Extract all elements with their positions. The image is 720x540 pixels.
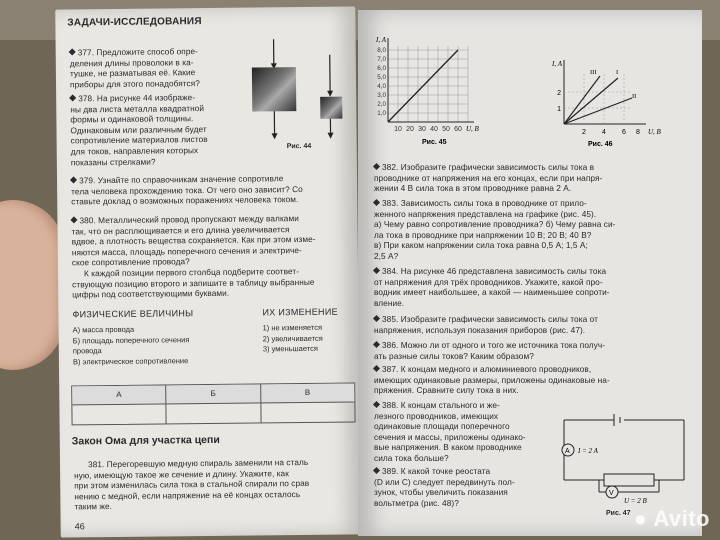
- arrow-head: [328, 133, 334, 139]
- text-line: ать разные силы токов? Каким образом?: [374, 350, 534, 361]
- ammeter-reading: I = 2 A: [578, 447, 598, 455]
- y-tick: 1,0: [377, 110, 386, 117]
- x-tick: 50: [442, 126, 450, 133]
- text-line: пряжения. Сравните силу тока в них.: [374, 385, 519, 396]
- text-line: 386. Можно ли от одного и того же источника тока получ-: [382, 340, 606, 350]
- text-line: ную, имеющую такое же сечение и длину. Укажите, как: [74, 467, 289, 481]
- x-tick: 40: [430, 126, 438, 133]
- problem-381: [74, 456, 357, 512]
- table-header-a: А: [72, 385, 167, 404]
- text-line: проводнике от напряжения на его концах, если при напря-: [374, 172, 603, 183]
- problem-378: [70, 91, 267, 167]
- text-line: сопротивление материалов листов: [70, 134, 208, 146]
- line-i: [564, 78, 618, 124]
- text-line: приборы для этого понадобятся?: [69, 77, 200, 90]
- x-tick: 8: [636, 129, 640, 136]
- x-axis-label: U, B: [466, 125, 479, 133]
- list-item: 1) не изменяется: [262, 322, 323, 333]
- problem-377: [70, 45, 266, 89]
- text-line: 382. Изобразите графически зависимость силы тока в: [382, 162, 595, 172]
- figure-47-caption: Рис. 47: [606, 510, 631, 517]
- text-line: жении 4 В сила тока в этом проводнике равна 2 А.: [374, 183, 572, 194]
- text-line: 378. На рисунке 44 изображе-: [78, 92, 196, 104]
- problem-384: [374, 266, 692, 308]
- y-tick: 2,0: [377, 101, 386, 108]
- page-header: ЗАДАЧИ-ИССЛЕДОВАНИЯ: [67, 16, 202, 29]
- text-line: одинаковые площади поперечного: [374, 421, 510, 432]
- text-line: 379. Узнайте по справочникам значение сопротивле: [78, 173, 284, 186]
- text-line: вые напряжения. В каком проводнике: [374, 442, 522, 453]
- text-line: (D или C) следует передвинуть пол-: [374, 476, 515, 487]
- y-axis-label: I, A: [552, 60, 562, 68]
- text-line: 388. К концам стального и же-: [382, 400, 500, 410]
- watermark-text: Avito: [653, 506, 710, 531]
- y-tick: 8,0: [377, 47, 386, 54]
- problem-387: [374, 364, 692, 396]
- text-line: вдвое, а плотность вещества сохраняется. Как при этом изме-: [71, 234, 316, 247]
- text-line: женного напряжения представлена на графике (рис. 45).: [374, 208, 597, 219]
- y-tick: 7,0: [377, 56, 386, 63]
- text-line: имеющих одинаковые размеры, приложены одинаковые на-: [374, 374, 610, 385]
- list-item: В) электрическое сопротивление: [72, 355, 189, 367]
- arrow-head: [327, 91, 333, 97]
- figure-46-caption: Рис. 46: [588, 141, 613, 148]
- section-title: Закон Ома для участка цепи: [71, 433, 220, 448]
- metal-sheet-small: [320, 97, 342, 119]
- text-line: напряжения, используя показания приборов (рис. 47).: [374, 324, 586, 335]
- list-item: провода: [72, 346, 102, 356]
- text-line: няются масса, площадь поперечного сечения и электриче-: [71, 244, 302, 258]
- figure-45: [362, 34, 502, 146]
- y-tick: 4,0: [377, 83, 386, 90]
- text-line: ставьте доклад о возможных поражениях человека током.: [71, 194, 299, 207]
- y-axis-label: I, A: [376, 36, 386, 44]
- list-item: 3) уменьшается: [262, 344, 318, 354]
- text-line: 385. Изобразите графически зависимость силы тока от: [382, 314, 598, 324]
- text-line: тела человека прохождению тока. От чего оно зависит? Со: [71, 183, 303, 197]
- y-tick: 6,0: [377, 65, 386, 72]
- voltmeter-reading: U = 2 B: [624, 497, 647, 505]
- text-line: при этом изменилась сила тока в стальной спирали по срав: [74, 478, 310, 491]
- text-line: ла тока в проводнике при напряжении 10 В; 20 В; 40 В?: [374, 229, 592, 240]
- left-page: [55, 6, 361, 537]
- problem-386: [374, 340, 692, 361]
- voltmeter-letter: V: [609, 490, 614, 497]
- text-line: 389. К какой точке реостата: [382, 466, 491, 476]
- changes-list: [263, 323, 323, 355]
- hand: [0, 200, 65, 370]
- x-tick: 6: [622, 129, 626, 136]
- text-line: 383. Зависимость силы тока в проводнике от прило-: [382, 198, 587, 208]
- metal-sheet-large: [252, 67, 296, 111]
- y-tick: 3,0: [377, 92, 386, 99]
- x-tick: 4: [602, 129, 606, 136]
- list-item: А) масса провода: [72, 324, 135, 335]
- ammeter-letter: A: [565, 448, 570, 455]
- text-line: 377. Предложите способ опре-: [77, 46, 198, 58]
- arrow-head: [272, 133, 278, 139]
- problem-379: [71, 172, 353, 207]
- text-line: таким же.: [74, 501, 113, 512]
- problem-380: [71, 212, 354, 300]
- text-line: так, что он расплющивается и его длина увеличивается: [71, 223, 290, 237]
- text-line: 387. К концам медного и алюминиевого проводников,: [382, 364, 592, 374]
- text-line: а) Чему равно сопротивление проводника? б) Чему равна си-: [374, 219, 616, 230]
- answer-table: [71, 382, 355, 425]
- text-line: от напряжения для трёх проводников. Укажите, какой про-: [374, 276, 603, 287]
- text-line: зунок, чтобы увеличить показания: [374, 487, 508, 498]
- text-line: формы и одинаковой толщины.: [70, 113, 194, 125]
- text-line: 380. Металлический провод пропускают между валками: [79, 213, 299, 226]
- list-item: Б) площадь поперечного сечения: [72, 334, 190, 346]
- figure-45-caption: Рис. 45: [422, 139, 447, 146]
- table-cell: [167, 403, 262, 423]
- problem-389: [374, 466, 570, 508]
- x-axis-label: U, B: [648, 128, 661, 136]
- table-cell: [72, 404, 167, 424]
- text-line: сечения и массы, приложены одинако-: [374, 431, 526, 442]
- text-line: деления длины проволоки в ка-: [69, 56, 194, 69]
- y-tick: 5,0: [377, 74, 386, 81]
- text-line: для токов, направления которых: [70, 145, 199, 157]
- table-header-b: Б: [167, 384, 262, 403]
- text-line: 384. На рисунке 46 представлена зависимость силы тока: [382, 266, 607, 276]
- text-line: водник имеет наибольшее, а какой — наименьшее сопроти-: [374, 287, 610, 298]
- line-label-iii: III: [590, 69, 597, 76]
- table-cell: [261, 402, 355, 422]
- text-line: тушке, не разматывая её. Какие: [69, 67, 196, 79]
- text-line: вольтметра (рис. 48)?: [374, 497, 459, 508]
- text-line: 2,5 А?: [374, 250, 399, 261]
- text-line: в) При каком напряжении сила тока равна 0,5 А; 1,5 А;: [374, 240, 588, 251]
- text-line: вление.: [374, 297, 405, 308]
- right-page: [358, 10, 702, 536]
- text-line: 381. Перегоревшую медную спираль заменили на сталь: [87, 456, 309, 470]
- figure-47: [554, 410, 694, 510]
- problem-385: [374, 314, 692, 335]
- x-tick: 30: [418, 126, 426, 133]
- y-tick: 1: [557, 106, 561, 113]
- text-line: нению с медной, если напряжение на её концах осталось: [74, 488, 301, 502]
- text-line: сила тока больше?: [374, 452, 449, 463]
- text-line: ствующую позицию второго и запишите в таблицу выбранные: [72, 276, 315, 289]
- text-line: лезного проводников, имеющих: [374, 410, 499, 421]
- watermark-logo: ● Avito: [633, 506, 710, 531]
- figure-46: [534, 54, 694, 150]
- page-number: 46: [74, 521, 85, 532]
- x-tick: 10: [394, 126, 402, 133]
- problem-383: [374, 198, 692, 262]
- text-line: ны два листа металла квадратной: [70, 102, 205, 115]
- text-line: ское сопротивление провода?: [71, 256, 190, 268]
- line-label-i: I: [616, 69, 619, 76]
- problem-382: [374, 162, 692, 194]
- figure-44-caption: Рис. 44: [286, 142, 312, 151]
- table-header-v: В: [304, 387, 311, 397]
- problem-388: [374, 400, 570, 464]
- x-tick: 2: [582, 129, 586, 136]
- text-line: цифры под соответствующими буквами.: [72, 287, 230, 300]
- figure-44: [244, 36, 355, 157]
- text-line: К каждой позиции первого столбца подберите соответ-: [83, 266, 300, 279]
- x-tick: 60: [454, 126, 462, 133]
- quantities-list: [73, 324, 190, 368]
- column-title-quantities: ФИЗИЧЕСКИЕ ВЕЛИЧИНЫ: [72, 308, 194, 320]
- column-title-changes: ИХ ИЗМЕНЕНИЕ: [262, 306, 338, 318]
- line-label-ii: II: [632, 93, 637, 100]
- y-tick: 2: [557, 90, 561, 97]
- text-line: Одинаковым или различным будет: [70, 123, 207, 136]
- text-line: показаны стрелками?: [70, 156, 156, 167]
- x-tick: 20: [406, 126, 414, 133]
- list-item: 2) увеличивается: [262, 333, 323, 344]
